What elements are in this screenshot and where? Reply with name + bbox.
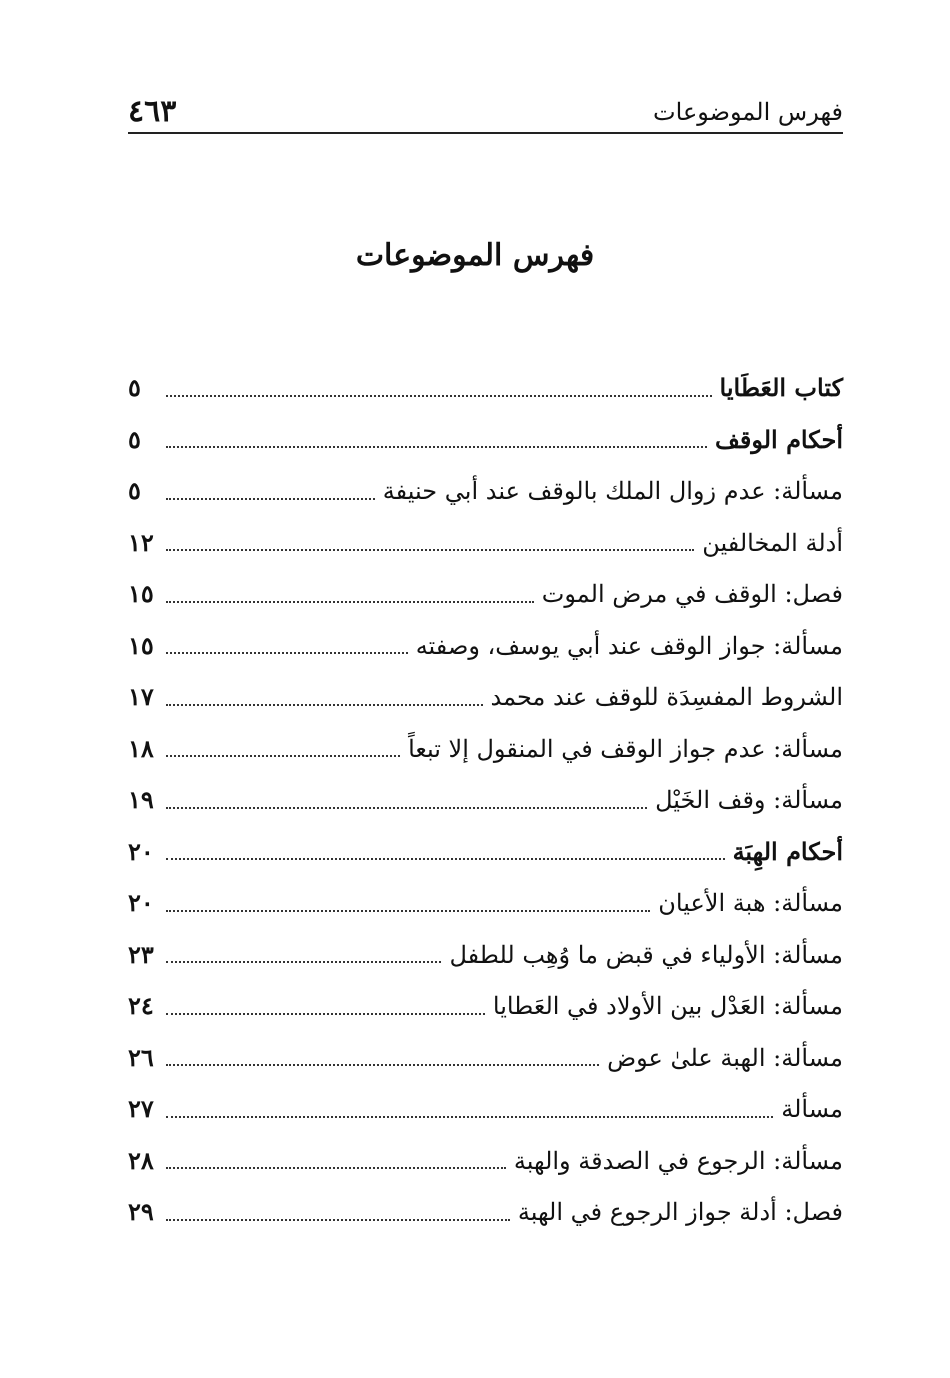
toc-entry-page: ٢٣ — [128, 939, 154, 969]
toc-entry-title: مسألة: الهبة علىٰ عوض — [607, 1043, 843, 1072]
toc-entry — [128, 826, 843, 878]
toc-entry-page: ١٥ — [128, 630, 154, 660]
toc-entry-title: كتاب العَطَايا — [719, 373, 843, 402]
dot-leader — [166, 1167, 506, 1169]
dot-leader — [166, 1064, 599, 1066]
toc-entry-title: الشروط المفسِدَة للوقف عند محمد — [490, 683, 843, 711]
toc-entry-title: مسألة: جواز الوقف عند أبي يوسف، وصفته — [415, 631, 843, 660]
toc-entry-title: مسألة: الأولياء في قبض ما وُهِب للطفل — [449, 940, 843, 969]
dot-leader — [166, 910, 650, 912]
running-title: فهرس الموضوعات — [653, 98, 843, 126]
toc-entry — [128, 362, 843, 414]
dot-leader — [166, 601, 534, 603]
toc-entry-title: مسألة: عدم جواز الوقف في المنقول إلا تبعاً — [408, 734, 843, 763]
toc-entry-title: مسألة — [781, 1095, 843, 1123]
toc-entry-page: ١٩ — [128, 785, 154, 814]
dot-leader — [166, 1219, 510, 1221]
toc-entry — [128, 568, 843, 620]
toc-entry — [128, 465, 843, 517]
toc-entry — [128, 723, 843, 775]
toc-entry — [128, 1032, 843, 1084]
toc-entry-title: مسألة: العَدْل بين الأولاد في العَطايا — [492, 992, 843, 1020]
toc-entry-page: ٢٤ — [128, 991, 154, 1020]
toc-entry — [128, 1135, 843, 1187]
toc-entry — [128, 774, 843, 826]
toc-entry-page: ٢٨ — [128, 1145, 154, 1175]
dot-leader — [166, 807, 647, 809]
toc-entry — [128, 517, 843, 569]
dot-leader — [166, 858, 725, 860]
toc-entry — [128, 414, 843, 466]
dot-leader — [166, 961, 441, 963]
running-header — [128, 92, 843, 134]
toc-entry-page: ٢٠ — [128, 888, 154, 917]
toc-entry-page: ٢٦ — [128, 1042, 154, 1072]
toc-entry-title: أدلة المخالفين — [702, 528, 843, 557]
dot-leader — [166, 498, 375, 500]
page-number: ٤٦٣ — [128, 94, 177, 129]
toc-entry — [128, 620, 843, 672]
toc-entry-page: ١٥ — [128, 579, 154, 608]
toc-entry-page: ٢٧ — [128, 1094, 154, 1123]
toc-entry-page: ٢٠ — [128, 836, 154, 866]
toc-entry — [128, 980, 843, 1032]
toc-entry-title: فصل: الوقف في مرض الموت — [541, 580, 843, 608]
dot-leader — [166, 446, 707, 448]
dot-leader — [166, 1116, 773, 1118]
toc-entry-page: ١٧ — [128, 682, 154, 711]
dot-leader — [166, 1013, 485, 1015]
toc-entry-title: مسألة: الرجوع في الصدقة والهبة — [513, 1146, 843, 1175]
dot-leader — [166, 395, 712, 397]
toc-entry — [128, 671, 843, 723]
toc-entry-page: ٥ — [128, 373, 141, 402]
toc-entry-page: ٢٩ — [128, 1197, 154, 1226]
dot-leader — [166, 549, 694, 551]
toc-entry-page: ١٨ — [128, 733, 154, 763]
dot-leader — [166, 652, 408, 654]
toc-entry-title: مسألة: وقف الخَيْل — [655, 786, 843, 814]
toc-entry-page: ٥ — [128, 476, 141, 505]
dot-leader — [166, 704, 483, 706]
toc-entry — [128, 877, 843, 929]
toc-entry-page: ٥ — [128, 424, 141, 454]
toc-entry-title: أحكام الوقف — [715, 424, 843, 454]
toc-entry-title: أحكام الهِبَة — [732, 836, 843, 866]
toc-entry-title: مسألة: عدم زوال الملك بالوقف عند أبي حنيفة — [382, 477, 843, 505]
toc-entry — [128, 1186, 843, 1238]
page-title: فهرس الموضوعات — [355, 238, 595, 273]
toc-entry — [128, 929, 843, 981]
toc-entry-page: ١٢ — [128, 527, 154, 557]
dot-leader — [166, 755, 400, 757]
toc-entry-title: فصل: أدلة جواز الرجوع في الهبة — [517, 1198, 843, 1226]
table-of-contents — [128, 362, 843, 1238]
toc-entry — [128, 1083, 843, 1135]
toc-entry-title: مسألة: هبة الأعيان — [658, 889, 843, 917]
